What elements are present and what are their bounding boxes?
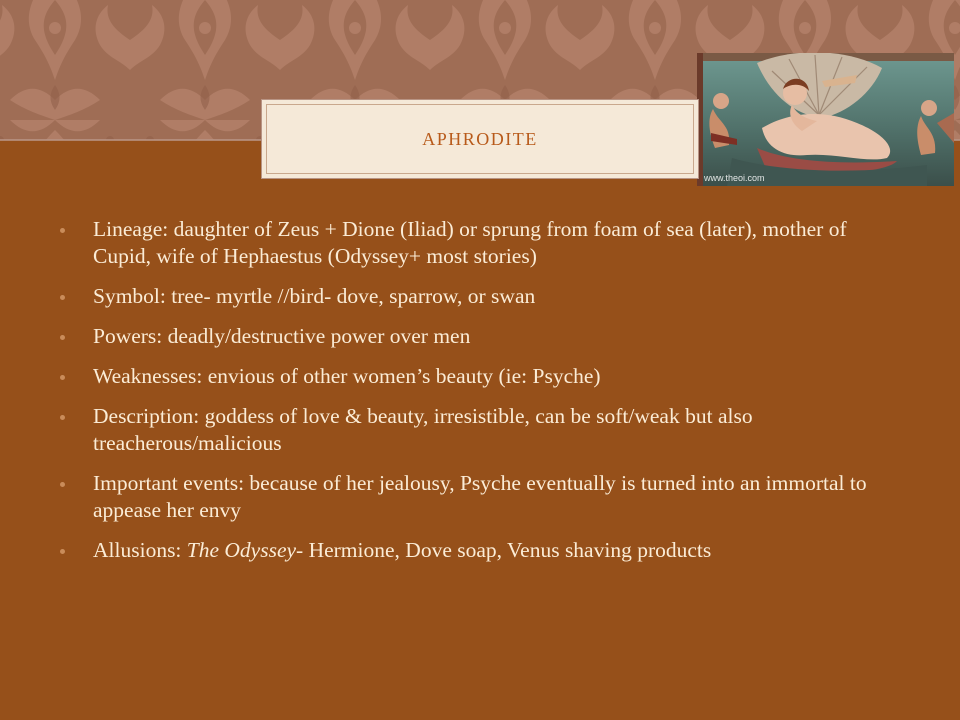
bullet-powers xyxy=(58,323,878,350)
bullet-text: Description: goddess of love & beauty, irresistible, can be soft/weak but also treacherous/malicious xyxy=(93,404,753,455)
painting-watermark: www.theoi.com xyxy=(704,173,765,183)
bullet-dot-icon xyxy=(60,549,65,554)
bullet-dot-icon xyxy=(60,295,65,300)
aphrodite-painting xyxy=(697,53,954,186)
bullet-text-suffix: - Hermione, Dove soap, Venus shaving products xyxy=(296,538,712,562)
slide-title: APHRODITE xyxy=(422,129,538,149)
bullet-description xyxy=(58,403,878,457)
bullet-symbol xyxy=(58,283,878,310)
bullet-weaknesses xyxy=(58,363,878,390)
bullet-dot-icon xyxy=(60,482,65,487)
bullet-dot-icon xyxy=(60,335,65,340)
title-box xyxy=(261,99,699,179)
bullet-text: Lineage: daughter of Zeus + Dione (Iliad) or sprung from foam of sea (later), mother of Cupid, wife of Hephaestus (Odyssey+ most stories) xyxy=(93,217,847,268)
bullet-allusions xyxy=(58,537,878,564)
bullet-text-prefix: Allusions: xyxy=(93,538,187,562)
bullet-text: Symbol: tree- myrtle //bird- dove, sparrow, or swan xyxy=(93,284,536,308)
bullet-lineage xyxy=(58,216,878,270)
bullet-dot-icon xyxy=(60,415,65,420)
bullet-text: Important events: because of her jealousy, Psyche eventually is turned into an immortal to appease her envy xyxy=(93,471,867,522)
bullet-important-events xyxy=(58,470,878,524)
bullet-list xyxy=(58,216,878,577)
bullet-text: Powers: deadly/destructive power over men xyxy=(93,324,471,348)
bullet-dot-icon xyxy=(60,375,65,380)
bullet-text: Weaknesses: envious of other women’s beauty (ie: Psyche) xyxy=(93,364,601,388)
bullet-dot-icon xyxy=(60,228,65,233)
painting-image xyxy=(697,53,954,186)
bullet-text-italic-title: The Odyssey xyxy=(186,538,297,562)
